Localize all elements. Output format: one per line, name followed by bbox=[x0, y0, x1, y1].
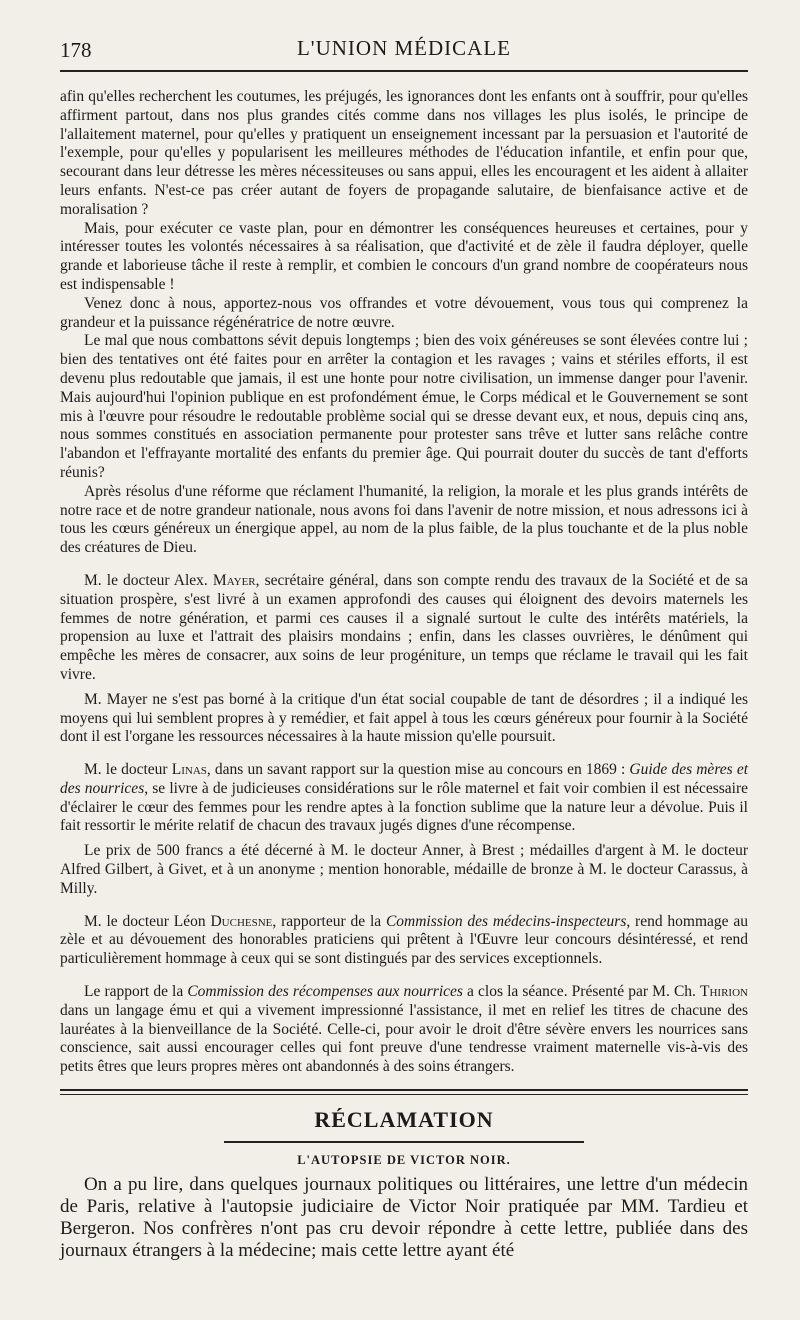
paragraph-mayer bbox=[60, 572, 748, 685]
paragraph: Mais, pour exécuter ce vaste plan, pour en démontrer les conséquences heureuses et certaines, pour y intéresser toutes les volontés nécessaires à sa réalisation, que d'activité et de zèle il faudra déployer, quelle grande et laborieuse tâche il reste à remplir, et combien le concours d'un grand nombre de coopérateurs nous est indispensable ! bbox=[60, 219, 748, 293]
paragraph: Après résolus d'une réforme que réclament l'humanité, la religion, la morale et les plus grands intérêts de notre race et de notre grandeur nationale, nous avons foi dans l'avenir de notre mission, et nous adressons ici à tous les cœurs généreux un énergique appel, au nom de la plus faible, de la plus touchante et de la plus noble des créatures de Dieu. bbox=[60, 482, 748, 557]
page-header bbox=[60, 0, 748, 70]
mayer-prefix: M. le docteur Alex. bbox=[84, 571, 213, 589]
linas-text-b: , se livre à de judicieuses considérations sur le rôle maternel et fait voir combien il est nécessaire d'éclairer le cœur des femmes pour les rendre aptes à la fonction sublime que la nature leur a dévolue. Puis il fait ressortir le mérite relatif de chacun des travaux jugés dignes d'une récompense. bbox=[60, 779, 749, 835]
thirion-text-c: dans un langage ému et qui a vivement impressionné l'assistance, il met en relief les titres de chacune des lauréates à la bienveillance de la Société. Celle-ci, pour avoir le droit d'être sévère envers les nourrices sans conscience, sait aussi encourager celles qui font preuve d'une tendresse vraiment maternelle vis-à-vis des petits êtres que leurs propres mères ont abandonnés à des soins étrangers. bbox=[60, 1001, 748, 1076]
paragraph: Venez donc à nous, apportez-nous vos offrandes et votre dévouement, vous tous qui comprenez la grandeur et la puissance régénératrice de notre œuvre. bbox=[60, 294, 748, 331]
article-body bbox=[60, 70, 748, 1077]
commission-name: Commission des récompenses aux nourrices bbox=[187, 983, 463, 1001]
duchesne-text-b: , rend hommage au zèle et au dévouement des honorables praticiens qui prêtent à l'Œuvre leur concours désintéressé, et rend particulièrement hommage à ceux qui se sont distingués par des services exceptionnels. bbox=[60, 912, 749, 968]
running-title: L'UNION MÉDICALE bbox=[296, 36, 511, 60]
header-rule bbox=[60, 70, 748, 72]
section-title: RÉCLAMATION bbox=[314, 1107, 494, 1133]
speaker-name: Linas bbox=[171, 761, 207, 779]
thirion-text-b: a clos la séance. Présenté par M. Ch. bbox=[462, 983, 701, 1001]
paragraph-duchesne bbox=[60, 913, 748, 969]
speaker-name: Mayer bbox=[212, 571, 256, 589]
paragraph: Le mal que nous combattons sévit depuis longtemps ; bien des voix généreuses se sont élevées contre lui ; bien des tentatives ont été faites pour en arrêter la contagion et les ravages ; vains et stériles efforts, il est devenu plus redoutable que jamais, il est une honte pour notre civilisation, un immense danger pour l'avenir. Mais aujourd'hui l'opinion publique en est profondément émue, le Corps médical et le Gouvernement se sont mis à l'œuvre pour résoudre le redoutable problème social qui se dresse devant eux, et nous, depuis cinq ans, nous sommes constitués en association permanente pour protester sans trêve et lutter sans relâche contre l'abandon et l'effrayante mortalité des enfants du premier âge. Qui pourrait douter du succès de tant d'efforts réunis? bbox=[60, 332, 748, 481]
reclamation-body bbox=[60, 1174, 748, 1262]
duchesne-prefix: M. le docteur Léon bbox=[84, 912, 211, 930]
linas-text-a: , dans un savant rapport sur la question mise au concours en 1869 : bbox=[206, 761, 630, 779]
paragraph: M. Mayer ne s'est pas borné à la critique d'un état social coupable de tant de désordres ; il a indiqué les moyens qui lui semblent propres à y remédier, et fait appel à tous les cœurs généreux pour fournir à la Société dont il est l'organe les ressources nécessaires à la haute mission qu'elle poursuit. bbox=[60, 690, 748, 746]
paragraph-linas bbox=[60, 761, 748, 836]
title-rule bbox=[224, 1141, 584, 1143]
commission-name: Commission des médecins-inspecteurs bbox=[385, 912, 627, 930]
work-title: Guide des mères et des nourrices bbox=[60, 761, 749, 797]
subsection-title: L'AUTOPSIE DE VICTOR NOIR. bbox=[297, 1153, 511, 1168]
paragraph-thirion bbox=[60, 983, 748, 1077]
speaker-name: Duchesne bbox=[210, 912, 273, 930]
duchesne-text-a: , rapporteur de la bbox=[272, 912, 386, 930]
speaker-name: Thirion bbox=[700, 983, 748, 1001]
page-number: 178 bbox=[60, 38, 92, 62]
section-divider bbox=[60, 1089, 748, 1095]
mayer-text: , secrétaire général, dans son compte rendu des travaux de la Société et de sa situation prospère, s'est livré à un examen approfondi des causes qui éloignent des devoirs maternels les femmes de notre génération, et parmi ces causes il a signalé surtout le culte des intérêts matériels, la propension au luxe et l'attrait des plaisirs mondains ; enfin, dans les classes ouvrières, le dénûment qui empêche les mères de consacrer, aux soins de leur progéniture, un temps que réclame le travail qui les fait vivre. bbox=[60, 571, 748, 683]
linas-prefix: M. le docteur bbox=[84, 761, 172, 779]
paragraph-continuation: afin qu'elles recherchent les coutumes, les préjugés, les ignorances dont les enfants ont à souffrir, pour qu'elles affirment partout, dans nos plus grandes cités comme dans nos villages les plus isolés, le principe de l'allaitement maternel, pour qu'elles y pratiquent un enseignement incessant par la persuasion et l'autorité de l'exemple, pour qu'elles y popularisent les meilleures méthodes de l'éducation infantile, et enfin pour que, secourant dans leur détresse les mères nécessiteuses ou sans appui, elles les encouragent et les aident à allaiter leurs enfants. N'est-ce pas créer autant de foyers de propagande salutaire, de bienfaisance active et de moralisation ? bbox=[60, 88, 748, 218]
paragraph: On a pu lire, dans quelques journaux politiques ou littéraires, une lettre d'un médecin de Paris, relative à l'autopsie judiciaire de Victor Noir pratiquée par MM. Tardieu et Bergeron. Nos confrères n'ont pas cru devoir répondre à cette lettre, publiée dans des journaux étrangers à la médecine; mais cette lettre ayant été bbox=[60, 1174, 748, 1262]
paragraph-prize: Le prix de 500 francs a été décerné à M. le docteur Anner, à Brest ; médailles d'argent à M. le docteur Alfred Gilbert, à Givet, et à un anonyme ; mention honorable, médaille de bronze à M. le docteur Carassus, à Milly. bbox=[60, 842, 748, 897]
thirion-text-a: Le rapport de la bbox=[84, 983, 188, 1001]
